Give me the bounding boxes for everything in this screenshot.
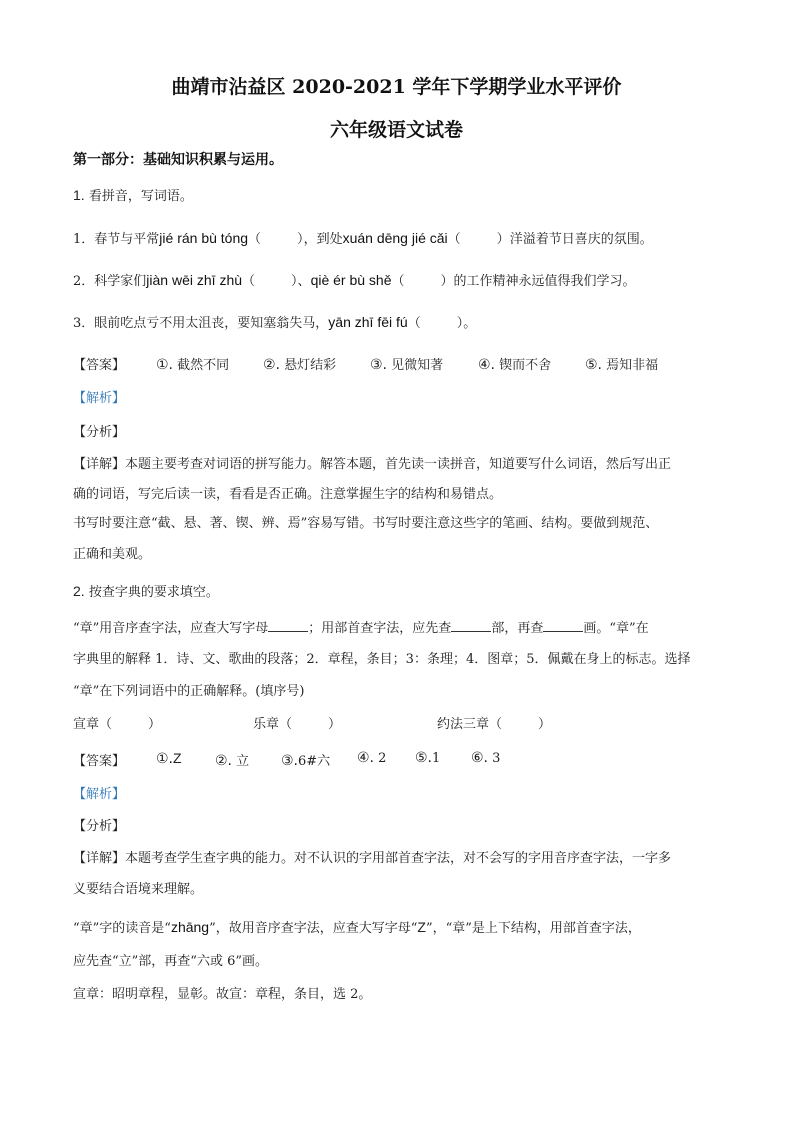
fill-blank (543, 619, 583, 632)
detail-line: 义要结合语境来理解。 (73, 882, 204, 897)
fenxi-label: 【分析】 (73, 819, 126, 834)
answer-item: ③. 见微知著 (370, 357, 444, 373)
q2-line-3: “章”在下列词语中的正确解释。(填序号) (73, 684, 305, 699)
q2-word-1: 宣章（ ） (73, 717, 162, 732)
explain-line-2: 应先查“立”部，再查“六或 6”画。 (73, 954, 268, 969)
fill-blank (451, 619, 491, 632)
q2-prompt: 2. 按查字典的要求填空。 (73, 583, 219, 600)
q2-word-3: 约法三章（ ） (437, 717, 552, 732)
answer-item: ②. 悬灯结彩 (263, 357, 337, 373)
q1-prompt: 1. 看拼音，写词语。 (73, 187, 193, 204)
answer-label: 【答案】 (73, 754, 126, 769)
fill-blank (268, 619, 308, 632)
detail-line: 【详解】本题考查学生查字典的能力。对不认识的字用部首查字法，对不会写的字用音序查字法，一字多 (73, 851, 672, 866)
explain-line-1: “章”字的读音是“zhāng”，故用音序查字法，应查大写字母“Z”，“章”是上下结构，用部首查字法， (73, 919, 641, 936)
page-title: 曲靖市沾益区 2020-2021 学年下学期学业水平评价 (171, 76, 622, 98)
detail-line: 【详解】本题主要考查对词语的拼写能力。解答本题，首先读一读拼音，知道要写什么词语，然后写出正 (73, 457, 672, 472)
answer-item: ①.Z (156, 750, 182, 767)
q2-word-2: 乐章（ ） (253, 717, 342, 732)
answer-item: ①. 截然不同 (156, 357, 230, 373)
analysis-label: 【解析】 (73, 391, 126, 406)
q2-line-2: 字典里的解释 1．诗、文、歌曲的段落；2．章程，条目；3：条理；4．图章；5．佩戴在身上的标志。选择 (73, 652, 691, 667)
q2-line-1: “章”用音序查字法，应查大写字母 ；用部首查字法，应先查 部，再查 画。“章”在 (73, 621, 649, 636)
answer-item: ②. 立 (215, 753, 250, 769)
detail-line: 书写时要注意“截、悬、著、锲、辨、焉”容易写错。书写时要注意这些字的笔画、结构。要做到规范、 (73, 516, 659, 531)
q1-item-2: 2．科学家们jiàn wēi zhī zhù（ ）、qiè ér bù shě（ ）的工作精神永远值得我们学习。 (73, 272, 636, 289)
q1-item-3: 3．眼前吃点亏不用太沮丧，要知塞翁失马，yān zhī fēi fú（ ）。 (73, 314, 477, 331)
section-heading: 第一部分：基础知识积累与运用。 (73, 152, 283, 168)
fenxi-label: 【分析】 (73, 425, 126, 440)
analysis-label: 【解析】 (73, 787, 126, 802)
page-subtitle: 六年级语文试卷 (329, 119, 463, 141)
answer-item: ⑤. 焉知非福 (585, 357, 659, 373)
answer-label: 【答案】 (73, 358, 126, 373)
explain-line-3: 宣章：昭明章程，显彰。故宣：章程，条目，选 2。 (73, 987, 372, 1002)
q1-item-1: 1．春节与平常jié rán bù tóng（ ），到处xuán dēng jié cǎi（ ）洋溢着节日喜庆的氛围。 (73, 230, 653, 247)
answer-item: ④. 锲而不舍 (478, 357, 552, 373)
answer-item: ⑤.1 (415, 750, 441, 766)
answer-item: ⑥. 3 (471, 750, 501, 766)
answer-item: ③.6#六 (281, 753, 331, 769)
detail-line: 正确和美观。 (73, 547, 152, 562)
detail-line: 确的词语，写完后读一读，看看是否正确。注意掌握生字的结构和易错点。 (73, 487, 503, 502)
answer-item: ④. 2 (357, 750, 387, 766)
